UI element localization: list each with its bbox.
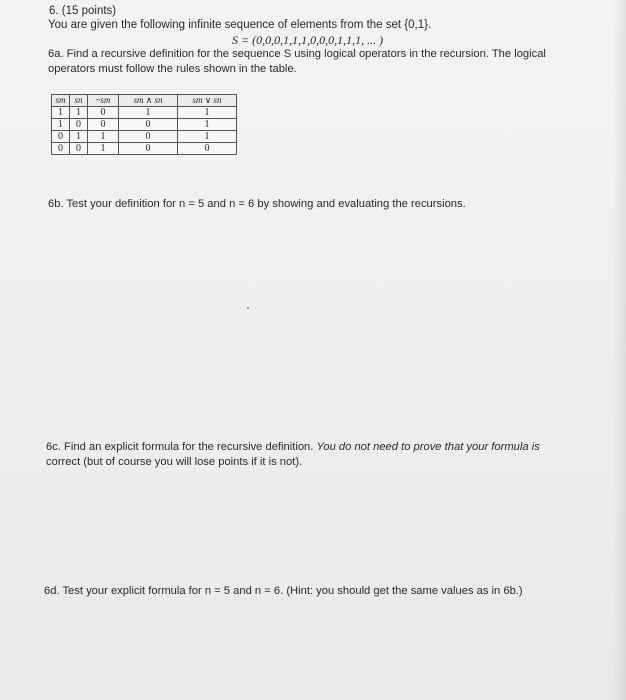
truth-table-header-row bbox=[52, 95, 237, 107]
table-cell: 0 bbox=[88, 119, 119, 131]
table-cell: 1 bbox=[52, 119, 70, 131]
table-cell: 1 bbox=[88, 143, 119, 155]
table-cell: 1 bbox=[70, 107, 88, 119]
table-row bbox=[52, 119, 237, 131]
table-cell: 0 bbox=[52, 143, 70, 155]
table-cell: 0 bbox=[119, 143, 178, 155]
table-cell: 0 bbox=[88, 107, 119, 119]
truth-table bbox=[51, 94, 237, 155]
table-cell: 0 bbox=[178, 143, 237, 155]
header-cell: sm ∨ sn bbox=[178, 95, 237, 107]
table-cell: 1 bbox=[178, 131, 237, 143]
question-6a-line1: 6a. Find a recursive definition for the sequence S using logical operators in the recursion. The logical bbox=[48, 48, 546, 60]
page-edge-shadow bbox=[612, 0, 626, 700]
table-cell: 1 bbox=[88, 131, 119, 143]
question-6b: 6b. Test your definition for n = 5 and n = 6 by showing and evaluating the recursions. bbox=[48, 198, 466, 210]
table-cell: 1 bbox=[70, 131, 88, 143]
table-cell: 0 bbox=[119, 119, 178, 131]
header-cell: sn bbox=[70, 95, 88, 107]
table-cell: 0 bbox=[70, 119, 88, 131]
table-cell: 1 bbox=[52, 107, 70, 119]
question-header: 6. (15 points) bbox=[49, 5, 117, 17]
table-row bbox=[52, 131, 237, 143]
question-6c-note: You do not need to prove that your formula is bbox=[316, 441, 540, 453]
table-cell: 1 bbox=[119, 107, 178, 119]
table-cell: 0 bbox=[70, 143, 88, 155]
paper-speck bbox=[247, 307, 249, 309]
intro-text: You are given the following infinite sequence of elements from the set {0,1}. bbox=[48, 19, 432, 31]
question-6a-line2: operators must follow the rules shown in the table. bbox=[48, 63, 297, 75]
table-row bbox=[52, 143, 237, 155]
header-cell: ~sm bbox=[88, 95, 119, 107]
table-cell: 1 bbox=[178, 119, 237, 131]
sequence-definition: S = (0,0,0,1,1,1,0,0,0,1,1,1, ... ) bbox=[232, 33, 384, 47]
question-6c-text: 6c. Find an explicit formula for the recursive definition. bbox=[46, 441, 314, 453]
header-cell: sm ∧ sn bbox=[119, 95, 178, 107]
table-cell: 1 bbox=[178, 107, 237, 119]
table-cell: 0 bbox=[119, 131, 178, 143]
question-6c-line2: correct (but of course you will lose points if it is not). bbox=[46, 456, 303, 468]
header-cell: sm bbox=[52, 95, 70, 107]
question-6d: 6d. Test your explicit formula for n = 5 and n = 6. (Hint: you should get the same values as in 6b.) bbox=[44, 585, 523, 597]
table-cell: 0 bbox=[52, 131, 70, 143]
table-row bbox=[52, 107, 237, 119]
question-6c-line1 bbox=[46, 440, 540, 454]
